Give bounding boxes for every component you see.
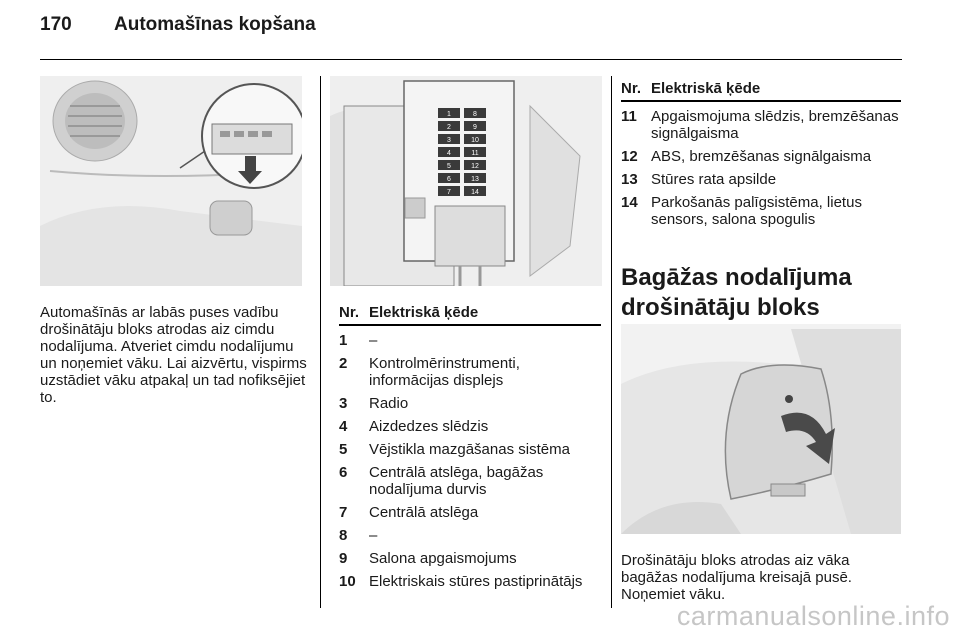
table-row: [339, 464, 601, 498]
page-title: Automašīnas kopšana: [114, 14, 316, 35]
fuse-number: 9: [339, 550, 348, 567]
fuse-circuit: Kontrolmērinstrumenti, informācijas displejs: [369, 355, 520, 389]
fuse-circuit: ABS, bremzēšanas signālgaisma: [651, 148, 872, 165]
glovebox-illustration: [40, 76, 302, 286]
table-row: [339, 573, 601, 590]
table-row: [621, 148, 901, 165]
col-nr-header: Nr.: [339, 304, 360, 321]
page-header: [40, 14, 316, 36]
fuse-circuit: Vējstikla mazgāšanas sistēma: [369, 441, 570, 458]
glovebox-description: Automašīnās ar labās puses vadību drošinātāju bloks atrodas aiz cimdu nodalījuma. Atveriet cimdu nodalījumu un noņemiet vāku. Lai aizvērtu, vispirms uzstādiet vāku atpakaļ un tad nofiksējiet to.: [40, 304, 307, 406]
table-row: [339, 527, 601, 544]
fuse-slot-label: 13: [471, 176, 479, 183]
trunk-fusebox-illustration: [621, 324, 901, 534]
fuse-number: 2: [339, 355, 348, 372]
fuse-circuit: Centrālā atslēga: [369, 504, 479, 521]
fuse-slot-label: 12: [471, 163, 479, 170]
fuse-slot-label: 5: [447, 163, 451, 170]
fusebox-illustration: [330, 76, 602, 286]
fuse-slot-label: 3: [447, 137, 451, 144]
col-circuit-header: Elektriskā ķēde: [369, 304, 479, 321]
table-row: [339, 550, 601, 567]
col-circuit-header: Elektriskā ķēde: [651, 80, 761, 97]
table-row: [339, 504, 601, 521]
fuse-circuit: Elektriskais stūres pastiprinātājs: [369, 573, 583, 590]
table-row: [339, 418, 601, 435]
trunk-fusebox-description: Drošinātāju bloks atrodas aiz vāka bagāžas nodalījuma kreisajā pusē. Noņemiet vāku.: [621, 552, 852, 603]
fuse-table-middle: [339, 304, 601, 590]
fuse-circuit: Radio: [369, 395, 409, 412]
fuse-slot-label: 2: [447, 124, 451, 131]
fuse-table-right: [621, 80, 901, 228]
fuse-slot-label: 10: [471, 137, 479, 144]
fuse-number: 14: [621, 194, 638, 211]
table-row: [339, 441, 601, 458]
header-rule: [40, 59, 902, 60]
fuse-circuit: Salona apgaismojums: [369, 550, 517, 567]
fuse-number: 13: [621, 171, 638, 188]
fuse-circuit: Centrālā atslēga, bagāžas nodalījuma durvis: [369, 464, 544, 498]
fuse-number: 1: [339, 332, 348, 349]
page-number: 170: [40, 14, 72, 35]
table-row: [621, 194, 901, 228]
fuse-slot-label: 6: [447, 176, 451, 183]
fuse-number: 6: [339, 464, 348, 481]
fuse-number: 7: [339, 504, 348, 521]
table-row: [339, 395, 601, 412]
fuse-number: 8: [339, 527, 348, 544]
fuse-slot-label: 14: [471, 189, 479, 196]
fuse-slot-label: 9: [473, 124, 477, 131]
watermark: carmanualsonline.info: [676, 601, 950, 631]
fuse-number: 4: [339, 418, 348, 435]
fuse-slot-label: 1: [447, 111, 451, 118]
fuse-circuit: Apgaismojuma slēdzis, bremzēšanas signālgaisma: [651, 108, 899, 142]
fuse-circuit: Aizdedzes slēdzis: [369, 418, 489, 435]
table-row: [339, 332, 601, 349]
table-header: [339, 304, 601, 326]
column-divider-left: [320, 76, 321, 608]
fuse-number: 11: [621, 108, 637, 125]
fuse-slot-label: 7: [447, 189, 451, 196]
fuse-number: 5: [339, 441, 348, 458]
fuse-slot-label: 4: [447, 150, 451, 157]
fuse-number: 12: [621, 148, 638, 165]
fuse-circuit: Parkošanās palīgsistēma, lietus sensors, salona spogulis: [651, 194, 862, 228]
table-header: [621, 80, 901, 102]
table-row: [621, 108, 901, 142]
table-row: [339, 355, 601, 389]
col-nr-header: Nr.: [621, 80, 642, 97]
fuse-number: 3: [339, 395, 348, 412]
fuse-slot-label: 11: [471, 150, 479, 157]
section-heading: Bagāžas nodalījuma drošinātāju bloks: [621, 264, 852, 321]
table-row: [621, 171, 901, 188]
fuse-slot-label: 8: [473, 111, 477, 118]
fuse-circuit: –: [369, 527, 378, 544]
fuse-number: 10: [339, 573, 356, 590]
fuse-circuit: –: [369, 332, 378, 349]
column-divider-right: [611, 76, 612, 608]
fuse-circuit: Stūres rata apsilde: [651, 171, 777, 188]
